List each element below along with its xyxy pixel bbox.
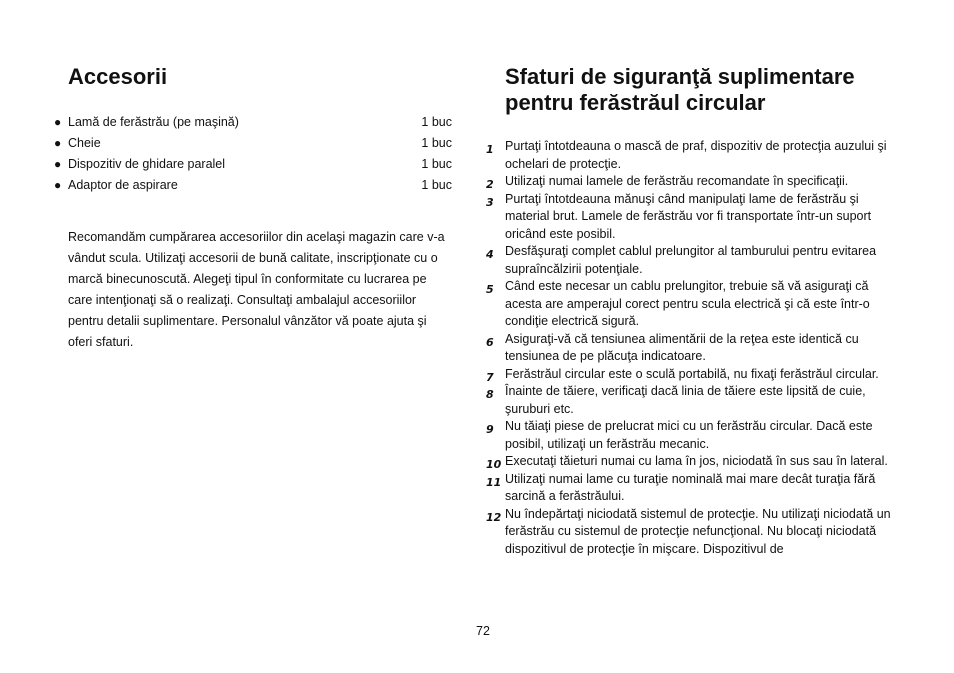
bullet-icon: ●: [54, 115, 62, 129]
tip-text: Desfăşuraţi complet cablul prelungitor al tamburului pentru evitarea supraîncălzirii potenţiale.: [505, 244, 877, 276]
tip-number: 5: [486, 283, 494, 296]
item-name: Cheie: [68, 136, 101, 150]
item-name: Lamă de ferăstrău (pe maşină): [68, 115, 239, 129]
tip-number: 12: [486, 510, 502, 524]
tip-number: 11: [486, 475, 502, 489]
tip-text: Nu tăiaţi piese de prelucrat mici cu un ferăstrău circular. Dacă este posibil, utilizaţi un ferăstrău mecanic.: [505, 419, 873, 451]
list-item: [486, 418, 892, 453]
tip-number: 1: [486, 143, 494, 156]
item-qty: 1 buc: [421, 178, 452, 192]
page-number: 72: [476, 624, 490, 638]
list-item: [486, 243, 892, 278]
tip-number: 4: [486, 248, 494, 261]
item-name: Adaptor de aspirare: [68, 178, 178, 192]
item-name: Dispozitiv de ghidare paralel: [68, 157, 226, 171]
bullet-icon: ●: [54, 136, 62, 150]
list-item: [486, 453, 892, 471]
tip-number: 6: [486, 335, 494, 349]
tip-text: Purtaţi întotdeauna o mască de praf, dispozitiv de protecţia auzului şi ochelari de protecţie.: [505, 139, 887, 171]
list-item: [486, 383, 892, 418]
tip-number: 8: [486, 388, 494, 401]
list-item: [486, 173, 892, 191]
accessories-list: [54, 115, 452, 199]
list-item: [486, 191, 892, 244]
safety-tips-list: [486, 138, 892, 558]
accessories-section: [54, 64, 452, 353]
tip-number: 9: [486, 423, 494, 436]
tip-text: Asiguraţi-vă că tensiunea alimentării de la reţea este identică cu tensiunea de pe plăcuţa indicatoare.: [505, 331, 859, 363]
list-item: [54, 178, 452, 199]
tip-number: 3: [486, 195, 494, 209]
tip-number: 10: [486, 458, 502, 471]
tip-text: Când este necesar un cablu prelungitor, trebuie să vă asiguraţi că acesta are amperajul corect pentru scula electrică şi că este într-o condiţie electrică sigură.: [505, 279, 870, 328]
tip-text: Ferăstrăul circular este o sculă portabilă, nu fixaţi ferăstrăul circular.: [505, 366, 879, 381]
list-item: [54, 115, 452, 136]
tip-text: Executaţi tăieturi numai cu lama în jos, niciodată în sus sau în lateral.: [505, 454, 888, 468]
list-item: [54, 136, 452, 157]
tip-text: Utilizaţi numai lamele de ferăstrău recomandate în specificaţii.: [505, 174, 849, 188]
list-item: [486, 278, 892, 331]
list-item: [486, 506, 892, 559]
tip-text: Utilizaţi numai lame cu turaţie nominală mai mare decât turaţia fără sarcină a ferăstrăului.: [505, 471, 876, 503]
safety-section: [486, 64, 892, 558]
item-qty: 1 buc: [421, 157, 452, 171]
list-item: [486, 331, 892, 366]
recommendation-paragraph: Recomandăm cumpărarea accesoriilor din acelaşi magazin care v-a vândut scula. Utilizaţi accesorii de bună calitate, inscripţionate cu o marcă binecunoscută. Alegeţi tipul în conformitate cu lucrarea pe care intenţionaţi să o realizaţi. Consultaţi ambalajul accesoriilor pentru detalii suplimentare. Personalul vânzător vă poate ajuta şi oferi sfaturi.: [68, 230, 445, 349]
tip-text: Nu îndepărtaţi niciodată sistemul de protecţie. Nu utilizaţi niciodată un ferăstrău cu sistemul de protecţie nefuncţional. Nu blocaţi niciodată dispozitivul de protecţie în mişcare. Dispozitivul de: [505, 506, 891, 556]
list-item: [486, 471, 892, 506]
tip-number: 2: [486, 178, 494, 191]
list-item: [54, 157, 452, 178]
item-qty: 1 buc: [421, 115, 452, 129]
list-item: [486, 366, 892, 384]
tip-text: Purtaţi întotdeauna mănuşi când manipulaţi lame de ferăstrău şi material brut. Lamele de ferăstrău vor fi transportate într-un suport oricând este posibil.: [505, 191, 872, 241]
bullet-icon: ●: [54, 157, 62, 171]
item-qty: 1 buc: [421, 136, 452, 150]
bullet-icon: ●: [54, 178, 62, 192]
safety-title: Sfaturi de siguranţă suplimentare pentru ferăstrăul circular: [505, 64, 855, 115]
tip-text: Înainte de tăiere, verificaţi dacă linia de tăiere este lipsită de cuie, şuruburi etc.: [505, 384, 866, 416]
tip-number: 7: [486, 370, 494, 384]
list-item: [486, 138, 892, 173]
accessories-title: Accesorii: [68, 64, 168, 89]
